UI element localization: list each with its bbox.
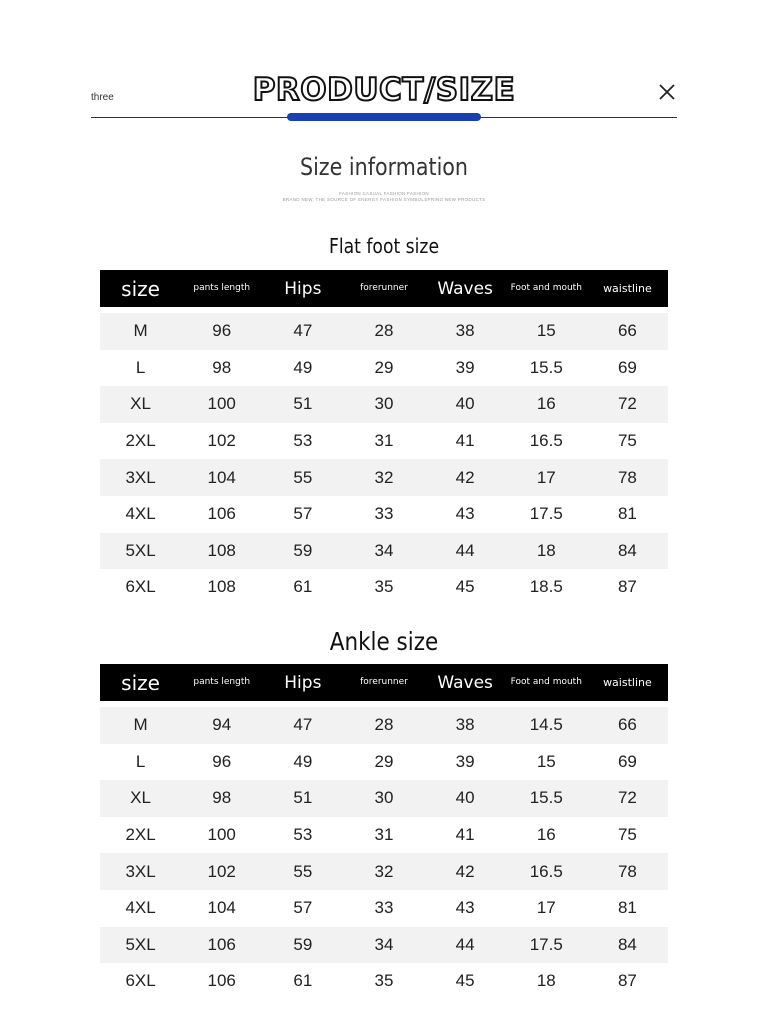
table-cell: 33: [374, 898, 394, 918]
table-cell: 47: [293, 715, 313, 735]
table-cell: 108: [207, 540, 236, 560]
table-cell: 81: [617, 898, 637, 918]
table-cell: 69: [617, 357, 637, 377]
table-cell: 87: [617, 577, 637, 597]
title-accent-bar: [287, 113, 481, 121]
subtitle-line-1: FASHION CASUAL FASHION FASHION: [339, 191, 429, 196]
table-cell: 57: [293, 504, 313, 524]
table-cell: 47: [293, 321, 313, 341]
table-cell: 49: [293, 357, 313, 377]
table-cell: 96: [212, 751, 232, 771]
table-body: [100, 313, 668, 606]
subtitle-line-2: BRAND NEW, THE SOURCE OF ENERGY FASHION SYMBOLSPRING NEW PRODUCTS: [282, 197, 486, 202]
table-cell: M: [133, 715, 148, 735]
table-cell: 30: [374, 788, 394, 808]
table-cell: 104: [207, 898, 236, 918]
table-cell: 15: [536, 321, 556, 341]
table-row: [100, 744, 668, 781]
table-cell: 17.5: [529, 934, 563, 954]
table-cell: L: [135, 357, 146, 377]
table-cell: 69: [617, 751, 637, 771]
table-cell: 106: [207, 504, 236, 524]
size-info-title: Size information: [299, 153, 469, 181]
table-cell: 30: [374, 394, 394, 414]
table-cell: 40: [455, 788, 475, 808]
col-header-size: size: [121, 276, 160, 301]
table-cell: 61: [293, 971, 313, 991]
table-row: [100, 386, 668, 423]
table-cell: 72: [617, 394, 637, 414]
table-cell: 16: [536, 825, 556, 845]
ankle-size-table: [100, 664, 668, 1000]
table-row: [100, 707, 668, 744]
table-cell: 3XL: [125, 467, 156, 487]
flat-foot-title: Flat foot size: [328, 234, 440, 258]
table-cell: XL: [130, 394, 151, 414]
table-cell: 49: [293, 751, 313, 771]
table-row: [100, 890, 668, 927]
table-cell: 43: [455, 504, 475, 524]
table-cell: 84: [617, 540, 637, 560]
table-cell: 28: [374, 321, 394, 341]
table-cell: 14.5: [529, 715, 563, 735]
table-cell: 17: [536, 467, 556, 487]
table-row: [100, 313, 668, 350]
table-cell: 4XL: [125, 504, 156, 524]
col-header-pants-length: pants length: [193, 677, 251, 687]
table-cell: 78: [617, 467, 637, 487]
table-cell: 44: [455, 934, 475, 954]
table-cell: 66: [617, 715, 637, 735]
table-cell: 16: [536, 394, 556, 414]
col-header-size: size: [121, 670, 160, 695]
table-cell: 15: [536, 751, 556, 771]
table-cell: 57: [293, 898, 313, 918]
table-body: [100, 707, 668, 1000]
table-cell: 5XL: [125, 540, 156, 560]
table-cell: 5XL: [125, 934, 156, 954]
table-cell: 42: [455, 861, 475, 881]
table-cell: 98: [212, 357, 232, 377]
header-tag: three: [91, 92, 114, 103]
table-cell: 41: [455, 825, 475, 845]
table-cell: 15.5: [529, 788, 563, 808]
table-cell: 39: [455, 751, 475, 771]
table-cell: 98: [212, 788, 232, 808]
page-title: PRODUCT/SIZE: [252, 72, 516, 108]
table-cell: 108: [207, 577, 236, 597]
table-cell: 75: [617, 431, 637, 451]
table-cell: 15.5: [529, 357, 563, 377]
page-header: [91, 70, 677, 122]
table-cell: 34: [374, 540, 394, 560]
table-cell: 6XL: [125, 577, 156, 597]
table-cell: 55: [293, 861, 313, 881]
table-cell: 33: [374, 504, 394, 524]
table-cell: 106: [207, 934, 236, 954]
table-row: [100, 780, 668, 817]
table-cell: 38: [455, 715, 475, 735]
table-row: [100, 927, 668, 964]
table-row: [100, 569, 668, 606]
table-cell: 29: [374, 357, 394, 377]
col-header-waves: Waves: [437, 672, 493, 693]
table-cell: 18: [536, 971, 556, 991]
table-cell: 66: [617, 321, 637, 341]
table-cell: 61: [293, 577, 313, 597]
close-icon: [657, 82, 677, 102]
table-cell: 6XL: [125, 971, 156, 991]
table-row: [100, 496, 668, 533]
table-cell: 32: [374, 467, 394, 487]
table-cell: 32: [374, 861, 394, 881]
size-info-block: [0, 153, 768, 203]
table-cell: 41: [455, 431, 475, 451]
table-cell: 78: [617, 861, 637, 881]
table-cell: 53: [293, 431, 313, 451]
col-header-forerunner: forerunner: [360, 677, 408, 687]
table-cell: 29: [374, 751, 394, 771]
table-cell: 39: [455, 357, 475, 377]
col-header-forerunner: forerunner: [360, 283, 408, 293]
col-header-hips: Hips: [284, 672, 322, 693]
ankle-size-title: Ankle size: [329, 627, 439, 656]
table-cell: 42: [455, 467, 475, 487]
col-header-hips: Hips: [284, 278, 322, 299]
table-cell: 16.5: [529, 861, 563, 881]
table-row: [100, 423, 668, 460]
table-cell: 102: [207, 431, 236, 451]
table-cell: 106: [207, 971, 236, 991]
table-cell: 104: [207, 467, 236, 487]
table-cell: 72: [617, 788, 637, 808]
table-row: [100, 817, 668, 854]
table-cell: 51: [293, 394, 313, 414]
table-cell: 16.5: [529, 431, 563, 451]
table-cell: 2XL: [125, 825, 156, 845]
table-cell: 35: [374, 577, 394, 597]
table-cell: 17.5: [529, 504, 563, 524]
table-cell: 75: [617, 825, 637, 845]
table-cell: 43: [455, 898, 475, 918]
table-header: [100, 664, 668, 701]
table-cell: 44: [455, 540, 475, 560]
col-header-waistline: waistline: [603, 282, 652, 295]
table-cell: 84: [617, 934, 637, 954]
table-cell: 100: [207, 825, 236, 845]
table-cell: 51: [293, 788, 313, 808]
col-header-foot-and-mouth: Foot and mouth: [510, 283, 582, 293]
table-cell: 31: [374, 825, 394, 845]
close-button[interactable]: [657, 82, 677, 102]
table-cell: 53: [293, 825, 313, 845]
table-cell: 96: [212, 321, 232, 341]
table-cell: 2XL: [125, 431, 156, 451]
table-cell: 3XL: [125, 861, 156, 881]
col-header-foot-and-mouth: Foot and mouth: [510, 677, 582, 687]
table-row: [100, 963, 668, 1000]
size-info-subtitle: [0, 191, 768, 203]
table-cell: 59: [293, 540, 313, 560]
table-cell: XL: [130, 788, 151, 808]
table-cell: 94: [212, 715, 232, 735]
table-row: [100, 533, 668, 570]
table-cell: 59: [293, 934, 313, 954]
table-row: [100, 853, 668, 890]
table-cell: 45: [455, 577, 475, 597]
flat-foot-size-table: [100, 270, 668, 606]
table-cell: 18.5: [529, 577, 563, 597]
table-cell: 4XL: [125, 898, 156, 918]
table-cell: 55: [293, 467, 313, 487]
col-header-pants-length: pants length: [193, 283, 251, 293]
table-cell: 18: [536, 540, 556, 560]
table-cell: 28: [374, 715, 394, 735]
table-cell: 40: [455, 394, 475, 414]
col-header-waves: Waves: [437, 278, 493, 299]
table-cell: 38: [455, 321, 475, 341]
table-row: [100, 459, 668, 496]
table-cell: M: [133, 321, 148, 341]
col-header-waistline: waistline: [603, 676, 652, 689]
table-cell: 31: [374, 431, 394, 451]
table-cell: 87: [617, 971, 637, 991]
table-cell: 45: [455, 971, 475, 991]
table-row: [100, 350, 668, 387]
table-cell: L: [135, 751, 146, 771]
table-cell: 102: [207, 861, 236, 881]
table-cell: 100: [207, 394, 236, 414]
table-cell: 34: [374, 934, 394, 954]
table-cell: 35: [374, 971, 394, 991]
table-cell: 81: [617, 504, 637, 524]
table-cell: 17: [536, 898, 556, 918]
table-header: [100, 270, 668, 307]
